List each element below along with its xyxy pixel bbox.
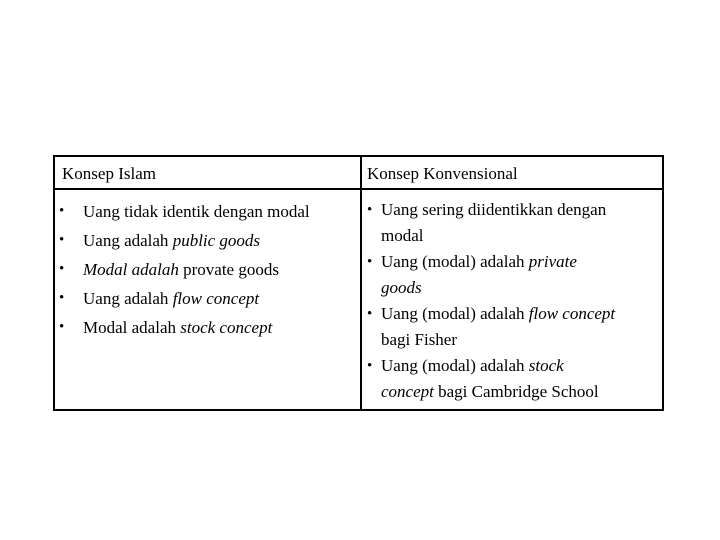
column-divider — [360, 157, 362, 409]
comparison-table — [53, 155, 664, 411]
bullet-icon: • — [367, 306, 373, 322]
list-item: • Uang (modal) adalah stock concept bagi Cambridge School — [365, 353, 661, 405]
list-item: • Uang tidak identik dengan modal — [59, 197, 310, 226]
bullet-icon: • — [59, 232, 65, 248]
bullet-icon: • — [59, 319, 65, 335]
list-item: • Uang adalah public goods — [59, 226, 310, 255]
bullet-icon: • — [367, 358, 373, 374]
bullet-icon: • — [59, 261, 65, 277]
list-item: • Uang (modal) adalah flow concept bagi Fisher — [365, 301, 661, 353]
bullet-icon: • — [59, 290, 65, 306]
header-konsep-konvensional: Konsep Konvensional — [367, 164, 518, 183]
header-konsep-islam: Konsep Islam — [62, 164, 156, 183]
islam-list — [59, 197, 310, 342]
bullet-icon: • — [367, 254, 373, 270]
list-item: • Modal adalah provate goods — [59, 255, 310, 284]
list-item: • Modal adalah stock concept — [59, 313, 310, 342]
bullet-icon: • — [59, 203, 65, 219]
bullet-icon: • — [367, 202, 373, 218]
list-item: • Uang adalah flow concept — [59, 284, 310, 313]
list-item: • Uang sering diidentikkan dengan modal — [365, 197, 661, 249]
header-divider — [55, 188, 662, 190]
list-item: • Uang (modal) adalah private goods — [365, 249, 661, 301]
konvensional-list — [365, 197, 661, 405]
